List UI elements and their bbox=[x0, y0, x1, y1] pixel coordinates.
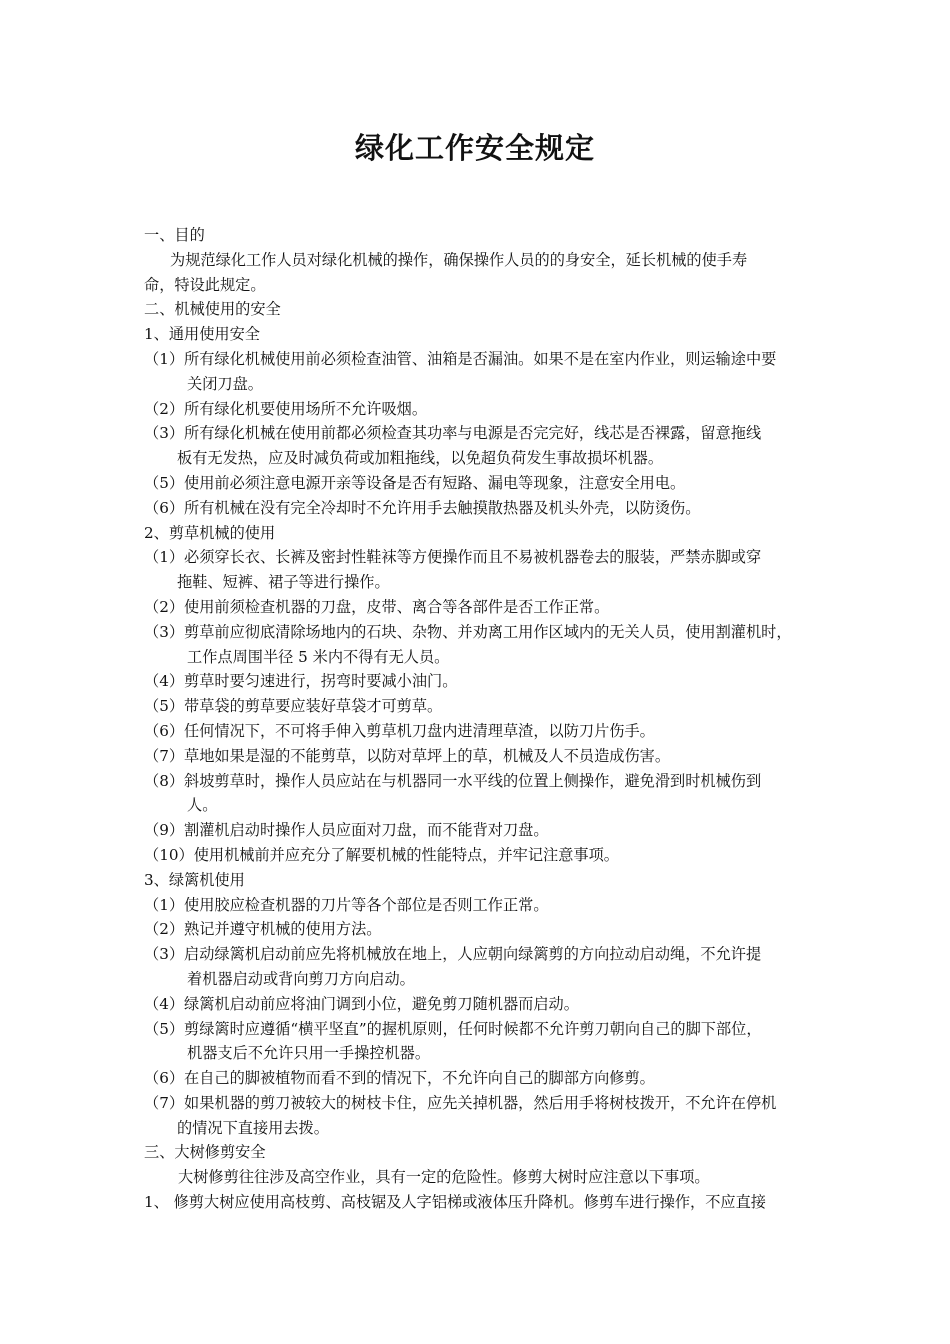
list-item: （6）在自己的脚被植物而看不到的情况下，不允许向自己的脚部方向修剪。 bbox=[144, 1069, 655, 1088]
list-item-continuation: 拖鞋、短裤、裙子等进行操作。 bbox=[177, 573, 390, 592]
list-item: （9）割灌机启动时操作人员应面对刀盘，而不能背对刀盘。 bbox=[144, 821, 549, 840]
paragraph-line: 为规范绿化工作人员对绿化机械的操作，确保操作人员的的身安全，延长机械的使手寿 bbox=[170, 250, 748, 269]
subsection-heading: 1、通用使用安全 bbox=[144, 325, 260, 344]
list-item: （7）如果机器的剪刀被较大的树枝卡住，应先关掉机器，然后用手将树枝拨开，不允许在停机 bbox=[144, 1093, 777, 1112]
list-item: （8）斜坡剪草时，操作人员应站在与机器同一水平线的位置上侧操作，避免滑到时机械伤到 bbox=[144, 771, 762, 790]
list-item: （5）带草袋的剪草要应装好草袋才可剪草。 bbox=[144, 697, 443, 716]
list-item: （7）草地如果是湿的不能剪草，以防对草坪上的草，机械及人不员造成伤害。 bbox=[144, 746, 671, 765]
list-item: （10）使用机械前并应充分了解要机械的性能特点，并牢记注意事项。 bbox=[144, 845, 619, 864]
list-item: （1）所有绿化机械使用前必须检查油管、油箱是否漏油。如果不是在室内作业，则运输途中要 bbox=[144, 349, 777, 368]
list-item: （4）剪草时要匀速进行，拐弯时要减小油门。 bbox=[144, 672, 458, 691]
list-item: 1、 修剪大树应使用高枝剪、高枝锯及人字铝梯或液体压升降机。修剪车进行操作，不应直接 bbox=[144, 1193, 766, 1212]
list-item-continuation: 工作点周围半径 5 米内不得有无人员。 bbox=[187, 647, 450, 666]
list-item: （2）使用前须检查机器的刀盘，皮带、离合等各部件是否工作正常。 bbox=[144, 597, 610, 616]
list-item: （3）剪草前应彻底清除场地内的石块、杂物、并劝离工用作区域内的无关人员，使用割灌机时， bbox=[144, 622, 792, 641]
list-item: （2）所有绿化机要使用场所不允许吸烟。 bbox=[144, 399, 428, 418]
list-item: （4）绿篱机启动前应将油门调到小位，避免剪刀随机器而启动。 bbox=[144, 994, 579, 1013]
list-item: （2）熟记并遵守机械的使用方法。 bbox=[144, 920, 382, 939]
section-heading: 三、大树修剪安全 bbox=[144, 1143, 266, 1162]
list-item: （5）使用前必须注意电源开亲等设备是否有短路、漏电等现象，注意安全用电。 bbox=[144, 473, 686, 492]
list-item: （3）启动绿篱机启动前应先将机械放在地上，人应朝向绿篱剪的方向拉动启动绳，不允许提 bbox=[144, 945, 762, 964]
list-item: （1）使用胶应检查机器的刀片等各个部位是否则工作正常。 bbox=[144, 895, 549, 914]
list-item-continuation: 关闭刀盘。 bbox=[187, 374, 263, 393]
list-item-continuation: 机器支后不允许只用一手操控机器。 bbox=[187, 1044, 430, 1063]
list-item-continuation: 人。 bbox=[187, 796, 218, 815]
subsection-heading: 3、绿篱机使用 bbox=[144, 870, 245, 889]
list-item: （3）所有绿化机械在使用前都必须检查其功率与电源是否完完好，线芯是否裸露，留意拖线 bbox=[144, 424, 762, 443]
list-item: （5）剪绿篱时应遵循“横平坚直”的握机原则，任何时候都不允许剪刀朝向自己的脚下部位， bbox=[144, 1019, 762, 1038]
list-item: （6）所有机械在没有完全冷却时不允许用手去触摸散热器及机头外壳，以防烫伤。 bbox=[144, 498, 701, 517]
list-item-continuation: 着机器启动或背向剪刀方向启动。 bbox=[187, 969, 415, 988]
paragraph-line: 命，特设此规定。 bbox=[144, 275, 266, 294]
list-item: （1）必须穿长衣、长裤及密封性鞋袜等方便操作而且不易被机器卷去的服装，严禁赤脚或穿 bbox=[144, 548, 762, 567]
subsection-heading: 2、剪草机械的使用 bbox=[144, 523, 276, 542]
list-item-continuation: 的情况下直接用去拨。 bbox=[177, 1118, 329, 1137]
section-heading: 二、机械使用的安全 bbox=[144, 300, 281, 319]
list-item: （6）任何情况下，不可将手伸入剪草机刀盘内进清理草渣，以防刀片伤手。 bbox=[144, 721, 655, 740]
section-heading: 一、目的 bbox=[144, 226, 205, 244]
list-item-continuation: 板有无发热，应及时减负荷或加粗拖线，以免超负荷发生事故损坏机器。 bbox=[177, 449, 663, 468]
document-body bbox=[144, 223, 814, 1215]
paragraph-line: 大树修剪往往涉及高空作业，具有一定的危险性。修剪大树时应注意以下事项。 bbox=[178, 1168, 710, 1187]
document-title: 绿化工作安全规定 bbox=[354, 131, 595, 165]
